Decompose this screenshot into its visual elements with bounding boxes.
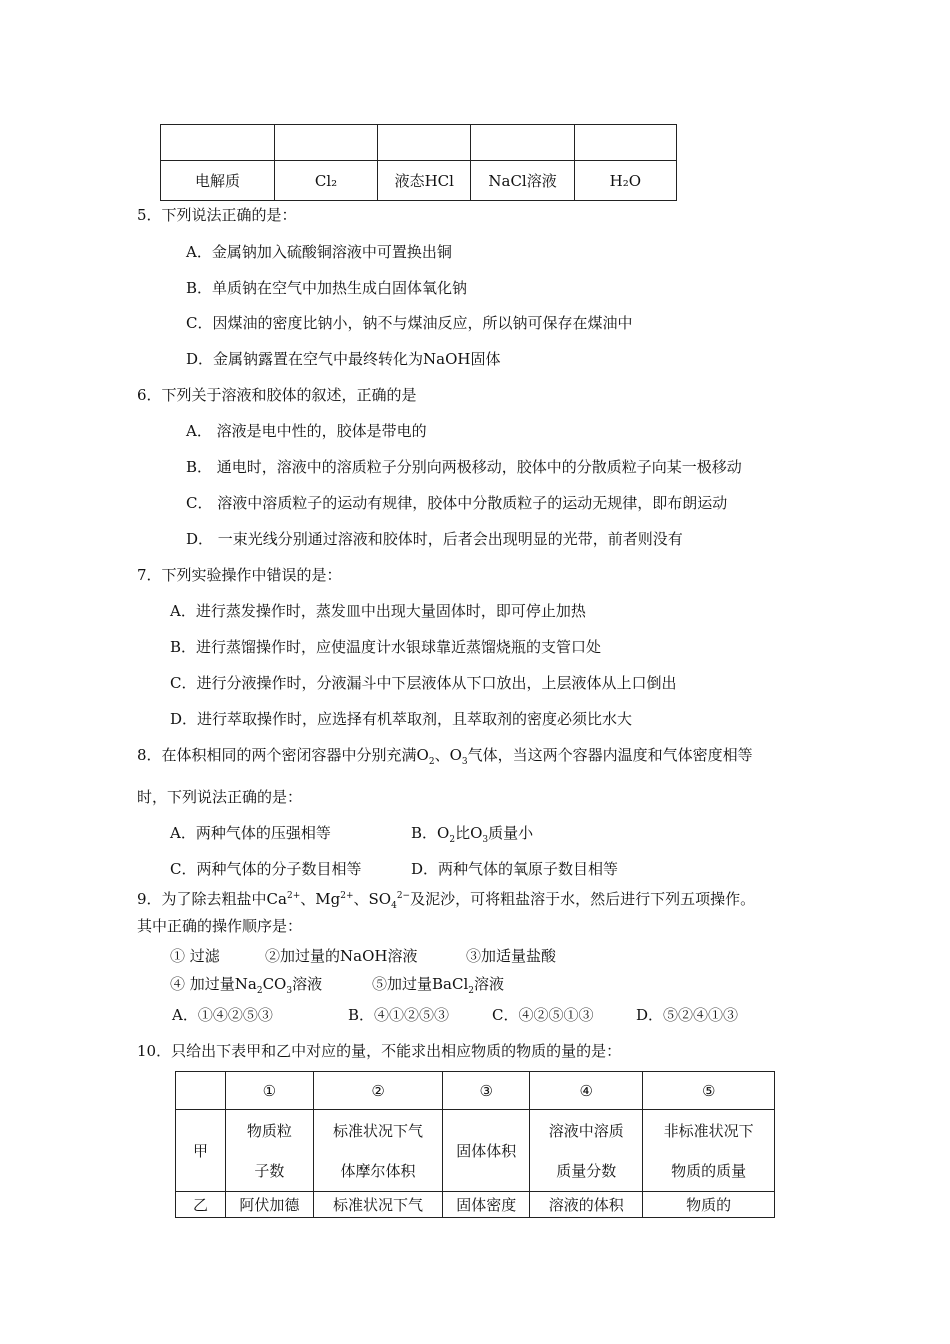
question-8-stem-line2: 时，下列说法正确的是： — [137, 788, 303, 806]
question-9-choice-a: A．①④②⑤③ — [172, 1006, 273, 1024]
table-header-cell: ① — [226, 1072, 314, 1110]
question-9-choice-d: D．⑤②④①③ — [636, 1006, 739, 1024]
text: CO — [262, 975, 287, 993]
table-cell: 乙 — [176, 1192, 226, 1218]
table-header-cell: ④ — [530, 1072, 643, 1110]
question-9-op1: ① 过滤 — [170, 947, 220, 965]
table-cell — [471, 125, 574, 161]
text: 、Mg — [300, 890, 341, 908]
question-9-op4 — [170, 973, 322, 996]
table-header-cell: ③ — [443, 1072, 530, 1110]
question-5-stem: 5．下列说法正确的是： — [137, 206, 297, 224]
text: 、 — [434, 746, 450, 764]
question-8-stem — [137, 744, 753, 767]
question-10-stem: 10．只给出下表甲和乙中对应的量，不能求出相应物质的物质的量的是： — [137, 1042, 622, 1060]
question-7-option-c: C．进行分液操作时，分液漏斗中下层液体从下口放出，上层液体从上口倒出 — [170, 674, 677, 692]
subscript: 2 — [256, 986, 263, 996]
cell-line: 体摩尔体积 — [340, 1161, 416, 1180]
cell-line: 溶液中溶质 — [548, 1121, 624, 1140]
text: ④ 加过量Na — [170, 975, 257, 993]
question-5-option-c: C．因煤油的密度比钠小，钠不与煤油反应，所以钠可保存在煤油中 — [186, 314, 633, 332]
table-cell — [161, 125, 275, 161]
question-9-stem-line2: 其中正确的操作顺序是： — [137, 917, 303, 935]
text: 9．为了除去粗盐中Ca — [137, 890, 287, 908]
cell-line: 质量分数 — [556, 1161, 617, 1180]
text: 及泥沙，可将粗盐溶于水，然后进行下列五项操作。 — [410, 890, 756, 908]
table-cell: 液态HCl — [378, 161, 471, 201]
table-row — [176, 1192, 775, 1218]
table-row — [176, 1110, 775, 1192]
text: O — [449, 746, 462, 764]
question-9-stem — [137, 888, 755, 911]
question-7-option-b: B．进行蒸馏操作时，应使温度计水银球靠近蒸馏烧瓶的支管口处 — [170, 638, 602, 656]
table-cell: 固体密度 — [443, 1192, 530, 1218]
table-cell — [643, 1110, 775, 1192]
cell-line: 物质的质量 — [671, 1161, 747, 1180]
text: 比O — [455, 824, 483, 842]
table-cell: NaCl溶液 — [471, 161, 574, 201]
cell-line: 物质粒 — [246, 1121, 292, 1140]
text: 气体，当这两个容器内温度和气体密度相等 — [467, 746, 753, 764]
text: B．O — [411, 824, 450, 842]
question-6-stem: 6．下列关于溶液和胶体的叙述，正确的是 — [137, 386, 417, 404]
table-cell — [313, 1110, 443, 1192]
text: 溶液 — [292, 975, 323, 993]
text: 质量小 — [488, 824, 534, 842]
text: 、SO — [353, 890, 392, 908]
subscript: 3 — [482, 835, 489, 845]
table-header-cell: ② — [313, 1072, 443, 1110]
table-cell: 标准状况下气 — [313, 1192, 443, 1218]
table-cell — [226, 1110, 314, 1192]
subscript: 3 — [286, 986, 293, 996]
question-8-option-b — [411, 822, 533, 845]
question-7-option-d: D．进行萃取操作时，应选择有机萃取剂，且萃取剂的密度必须比水大 — [170, 710, 633, 728]
table-cell: H₂O — [574, 161, 676, 201]
superscript: 2+ — [286, 891, 301, 901]
question-9-op3: ③加适量盐酸 — [466, 947, 557, 965]
table-cell: 溶液的体积 — [530, 1192, 643, 1218]
question-9-choice-b: B．④①②⑤③ — [348, 1006, 450, 1024]
question-5-option-d: D．金属钠露置在空气中最终转化为NaOH固体 — [186, 350, 501, 368]
cell-line: 子数 — [254, 1161, 285, 1180]
superscript: 2+ — [340, 891, 354, 901]
subscript: 2 — [449, 835, 456, 845]
question-6-option-a: A． 溶液是电中性的，胶体是带电的 — [186, 422, 427, 440]
subscript: 2 — [428, 757, 435, 767]
question-6-option-c: C． 溶液中溶质粒子的运动有规律，胶体中分散质粒子的运动无规律，即布朗运动 — [186, 494, 728, 512]
question-7-option-a: A．进行蒸发操作时，蒸发皿中出现大量固体时，即可停止加热 — [170, 602, 586, 620]
table-cell — [378, 125, 471, 161]
table-cell: 物质的 — [643, 1192, 775, 1218]
question-9-op2: ②加过量的NaOH溶液 — [265, 947, 418, 965]
table-cell: 电解质 — [161, 161, 275, 201]
question-5-option-b: B．单质钠在空气中加热生成白固体氧化钠 — [186, 279, 468, 297]
question-6-option-d: D． 一束光线分别通过溶液和胶体时，后者会出现明显的光带，前者则没有 — [186, 530, 683, 548]
cell-line: 非标准状况下 — [663, 1121, 754, 1140]
question-8-option-d: D．两种气体的氧原子数目相等 — [411, 860, 619, 878]
subscript: 3 — [461, 757, 468, 767]
subscript: 2 — [468, 986, 474, 996]
question-6-option-b: B． 通电时，溶液中的溶质粒子分别向两极移动，胶体中的分散质粒子向某一极移动 — [186, 458, 742, 476]
text: 8．在体积相同的两个密闭容器中分别充满 — [137, 746, 417, 764]
question-9-choice-c: C．④②⑤①③ — [492, 1006, 594, 1024]
question-5-option-a: A．金属钠加入硫酸铜溶液中可置换出铜 — [186, 243, 452, 261]
table-cell: Cl₂ — [274, 161, 377, 201]
electrolyte-table — [160, 124, 677, 201]
text: 溶液 — [473, 975, 504, 993]
table-cell — [530, 1110, 643, 1192]
question-8-option-a: A．两种气体的压强相等 — [170, 824, 331, 842]
cell-line: 标准状况下气 — [333, 1121, 424, 1140]
superscript: 2− — [396, 891, 411, 901]
quantity-table — [175, 1071, 775, 1218]
table-cell: 阿伏加德 — [226, 1192, 314, 1218]
text: O — [416, 746, 429, 764]
table-header-cell: ⑤ — [643, 1072, 775, 1110]
table-row — [176, 1072, 775, 1110]
table-cell — [274, 125, 377, 161]
subscript: 4 — [391, 901, 397, 911]
table-header-cell — [176, 1072, 226, 1110]
table-cell — [574, 125, 676, 161]
question-9-op5 — [372, 973, 504, 996]
question-7-stem: 7．下列实验操作中错误的是： — [137, 566, 342, 584]
table-cell: 固体体积 — [443, 1110, 530, 1192]
table-cell: 甲 — [176, 1110, 226, 1192]
question-8-option-c: C．两种气体的分子数目相等 — [170, 860, 362, 878]
text: ⑤加过量BaCl — [372, 975, 469, 993]
